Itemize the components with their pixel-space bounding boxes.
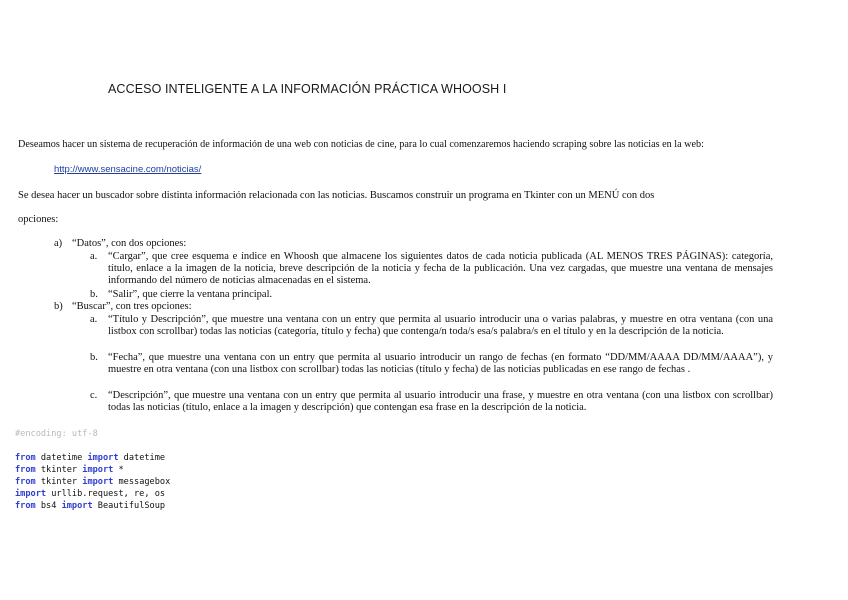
page-title: ACCESO INTELIGENTE A LA INFORMACIÓN PRÁCTICA WHOOSH I (108, 82, 507, 96)
option-descripcion-text: “Descripción”, que muestre una ventana con un entry que permita al usuario introducir una frase, y muestre en otra ventana (con una listbox con scrollbar) todas las noticias (título, enlace a la imagen y descripción) que contengan esa frase en la descripción de la noticia. (108, 390, 773, 413)
sublist-marker-titulo-descripcion: a. (90, 314, 98, 325)
code-line-import-beautifulsoup: from bs4 import BeautifulSoup (15, 501, 166, 511)
option-datos-label: “Datos”, con dos opciones: (72, 238, 187, 249)
sublist-marker-salir: b. (90, 289, 98, 300)
option-salir-text: “Salir”, que cierre la ventana principal. (108, 289, 273, 300)
code-block (15, 428, 170, 512)
option-titulo-descripcion-text: “Título y Descripción”, que muestre una ventana con un entry que permita al usuario introducir una o varias palabras, y muestre en otra ventana (con una listbox con scrollbar) todas las noticias (categoría, título y fecha) que contenga/n toda/s esa/s palabra/s en el título y en la descripción de la noticia. (108, 314, 773, 337)
option-buscar-label: “Buscar”, con tres opciones: (72, 301, 192, 312)
code-line-import-datetime: from datetime import datetime (15, 453, 166, 463)
sublist-marker-descripcion: c. (90, 390, 98, 401)
description-line-2: opciones: (18, 214, 59, 225)
sublist-marker-cargar: a. (90, 251, 98, 262)
encoding-comment: #encoding: utf-8 (15, 429, 98, 439)
option-cargar-text: “Cargar”, que cree esquema e índice en Whoosh que almacene los siguientes datos de cada noticia publicada (AL MENOS TRES PÁGINAS): categoría, título, enlace a la imagen de la noticia, breve descripción de la noticia y fecha de la publicación. Una vez cargadas, que muestre una ventana de mensajes informando del número de noticias almacenadas en el sistema. (108, 251, 773, 286)
option-fecha-text: “Fecha”, que muestre una ventana con un entry que permita al usuario introducir un rango de fechas (en formato “DD/MM/AAAA DD/MM/AAAA”), y muestre en otra ventana (con una listbox con scrollbar) todas las noticias (título y fecha) de las noticias publicadas en ese rango de fechas . (108, 352, 773, 375)
list-marker-b: b) (54, 301, 63, 312)
code-line-import-urllib: import urllib.request, re, os (15, 489, 166, 499)
description-line-1: Se desea hacer un buscador sobre distinta información relacionada con las noticias. Buscamos construir un programa en Tkinter con un MENÚ con dos (18, 190, 655, 201)
sublist-marker-fecha: b. (90, 352, 98, 363)
intro-paragraph: Deseamos hacer un sistema de recuperación de información de una web con noticias de cine, para lo cual comenzaremos haciendo scraping sobre las noticias en la web: (18, 139, 704, 150)
list-marker-a: a) (54, 238, 63, 249)
code-line-import-tkinter: from tkinter import * (15, 465, 124, 475)
sensacine-news-link[interactable]: http://www.sensacine.com/noticias/ (54, 164, 202, 175)
code-line-import-messagebox: from tkinter import messagebox (15, 477, 171, 487)
